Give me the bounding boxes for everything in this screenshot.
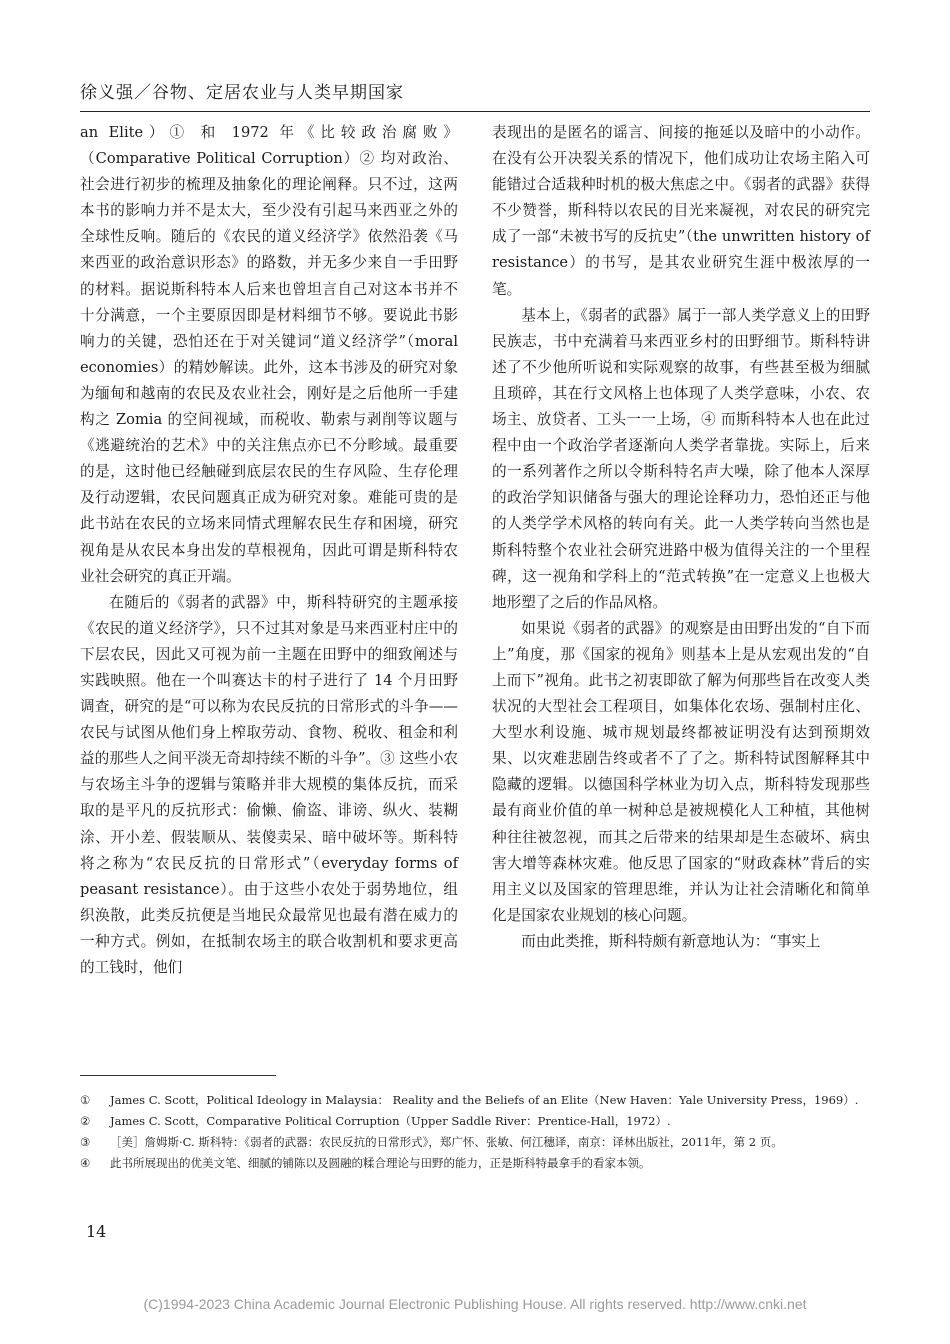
right-paragraph-1: 表现出的是匿名的谣言、间接的拖延以及暗中的小动作。在没有公开决裂关系的情况下，他们成功让农场主陷入可能错过合适栽种时机的极大焦虑之中。《弱者的武器》获得不少赞誉，斯科特以农民的目光来凝视，对农民的研究完成了一部“未被书写的反抗史”（the unwritten history of resistance）的书写，是其农业研究生涯中极浓厚的一笔。: [492, 124, 870, 298]
footnotes: [80, 1090, 870, 1174]
footnote-rule: [80, 1075, 276, 1076]
copyright-watermark: (C)1994-2023 China Academic Journal Electronic Publishing House. All rights reserved. http://www.cnki.net: [143, 1296, 807, 1312]
footnote-number: ②: [80, 1114, 91, 1128]
footnote-number: ①: [80, 1093, 91, 1107]
running-header: 徐义强／谷物、定居农业与人类早期国家: [80, 83, 404, 103]
left-paragraph-1: an Elite）① 和 1972 年《比较政治腐败》（Comparative Political Corruption）② 均对政治、社会进行初步的梳理及抽象化的理论阐释。只不过，这两本书的影响力并不是太大，至少没有引起马来西亚之外的全球性反响。随后的《农民的道义经济学》依然沿袭《马来西亚的政治意识形态》的路数，并无多少来自一手田野的材料。据说斯科特本人后来也曾坦言自己对这本书并不十分满意，一个主要原因即是材料细节不够。要说此书影响力的关键，恐怕还在于对关键词“道义经济学”（moral economies）的精妙解读。此外，这本书涉及的研究对象为缅甸和越南的农民及农业社会，刚好是之后他所一手建构之 Zomia 的空间视域，而税收、勒索与剥削等议题与《逃避统治的艺术》中的关注焦点亦已不分畛域。最重要的是，这时他已经触碰到底层农民的生存风险、生存伦理及行动逻辑，农民问题真正成为研究对象。难能可贵的是此书站在农民的立场来同情式理解农民生存和困境，研究视角是从农民本身出发的草根视角，因此可谓是斯科特农业社会研究的真正开端。: [80, 124, 458, 585]
footnote-text: James C. Scott，Political Ideology in Malaysia： Reality and the Beliefs of an Elite（New Haven：Yale University Press，1969）.: [110, 1093, 859, 1107]
right-column: [492, 120, 870, 955]
page-number: 14: [86, 1222, 107, 1241]
footnote-number: ④: [80, 1156, 91, 1170]
left-column: [80, 120, 458, 981]
footnote-text: James C. Scott，Comparative Political Corruption（Upper Saddle River：Prentice-Hall，1972）.: [110, 1114, 671, 1128]
footnote-text: 此书所展现出的优美文笔、细腻的铺陈以及圆融的糅合理论与田野的能力，正是斯科特最拿手的看家本领。: [110, 1156, 651, 1170]
footnote: [80, 1090, 870, 1111]
footnote: [80, 1111, 870, 1132]
footnote-text: ［美］詹姆斯·C. 斯科特：《弱者的武器：农民反抗的日常形式》，郑广怀、张敏、何江穗译，南京：译林出版社，2011年，第 2 页。: [110, 1135, 783, 1149]
left-paragraph-2: 在随后的《弱者的武器》中，斯科特研究的主题承接《农民的道义经济学》，只不过其对象是马来西亚村庄中的下层农民，因此又可视为前一主题在田野中的细致阐述与实践映照。他在一个叫赛达卡的村子进行了 14 个月田野调查，研究的是“可以称为农民反抗的日常形式的斗争——农民与试图从他们身上榨取劳动、食物、税收、租金和利益的那些人之间平淡无奇却持续不断的斗争”。③ 这些小农与农场主斗争的逻辑与策略并非大规模的集体反抗，而采取的是平凡的反抗形式：偷懒、偷盗、诽谤、纵火、装糊涂、开小差、假装顺从、装傻卖呆、暗中破坏等。斯科特将之称为“农民反抗的日常形式”（everyday forms of peasant resistance）。由于这些小农处于弱势地位，组织涣散，此类反抗便是当地民众最常见也最有潜在威力的一种方式。例如，在抵制农场主的联合收割机和要求更高的工钱时，他们: [80, 593, 458, 976]
right-paragraph-4: 而由此类推，斯科特颇有新意地认为：“事实上: [521, 932, 821, 950]
header-rule: [80, 111, 870, 112]
right-paragraph-3: 如果说《弱者的武器》的观察是由田野出发的“自下而上”角度，那《国家的视角》则基本上是从宏观出发的“自上而下”视角。此书之初衷即欲了解为何那些旨在改变人类状况的大型社会工程项目，如集体化农场、强制村庄化、大型水利设施、城市规划最终都被证明没有达到预期效果、以灾难悲剧告终或者不了了之。斯科特试图解释其中隐藏的逻辑。以德国科学林业为切入点，斯科特发现那些最有商业价值的单一树种总是被规模化人工种植，其他树种往往被忽视，而其之后带来的结果却是生态破坏、病虫害大增等森林灾难。他反思了国家的“财政森林”背后的实用主义以及国家的管理思维，并认为让社会清晰化和简单化是国家农业规划的核心问题。: [492, 619, 870, 924]
right-paragraph-2: 基本上，《弱者的武器》属于一部人类学意义上的田野民族志，书中充满着马来西亚乡村的田野细节。斯科特讲述了不少他所听说和实际观察的故事，有些甚至极为细腻且琐碎，其在行文风格上也体现了人类学意味，小农、农场主、放贷者、工头一一上场，④ 而斯科特本人也在此过程中由一个政治学者逐渐向人类学者靠拢。实际上，后来的一系列著作之所以令斯科特名声大噪，除了他本人深厚的政治学知识储备与强大的理论诠释功力，恐怕还正与他的人类学学术风格的转向有关。此一人类学转向当然也是斯科特整个农业社会研究进路中极为值得关注的一个里程碑，这一视角和学科上的“范式转换”在一定意义上也极大地形塑了之后的作品风格。: [492, 306, 870, 611]
footnote-number: ③: [80, 1135, 91, 1149]
footnote: [80, 1132, 870, 1153]
footnote: [80, 1153, 870, 1174]
